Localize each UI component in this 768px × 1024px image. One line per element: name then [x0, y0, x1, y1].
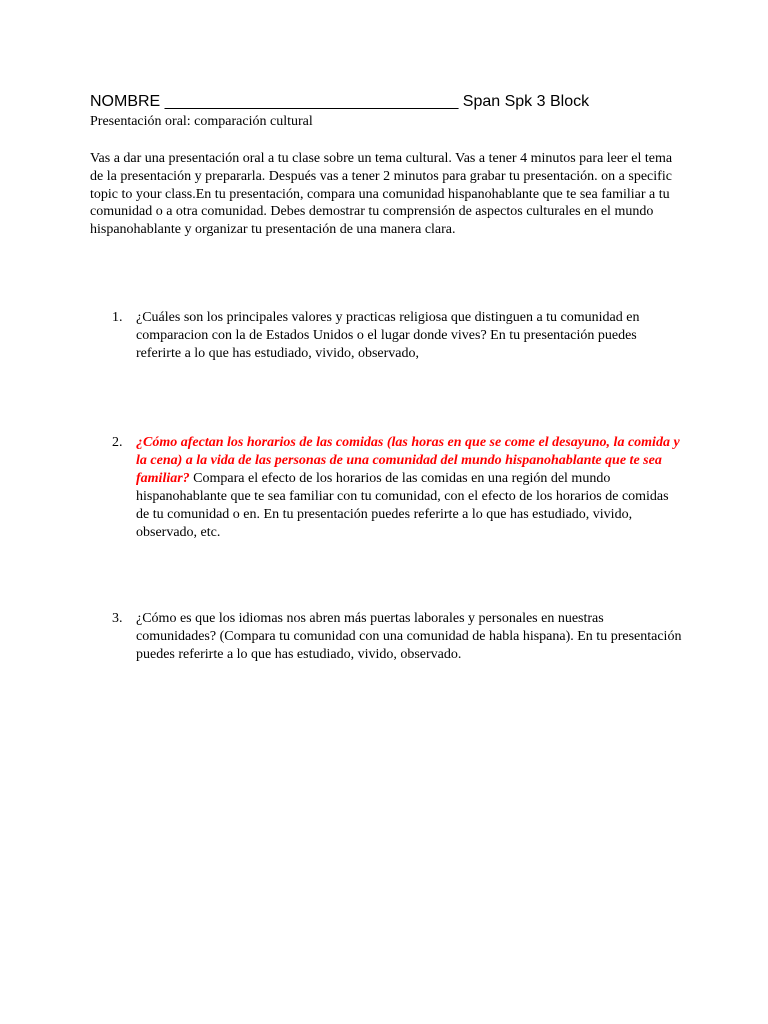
question-number: 3. [112, 611, 123, 626]
intro-paragraph: Vas a dar una presentación oral a tu clase sobre un tema cultural. Vas a tener 4 minutos para leer el tema de la presentación y prepararla. Después vas a tener 2 minutos para grabar tu presentación. on a specific topic to your class.En tu presentación, compara una comunidad hispanohablante que te sea familiar a tu comunidad o a otra comunidad. Debes demostrar tu comprensión de aspectos culturales en el mundo hispanohablante y organizar tu presentación de una manera clara. [90, 151, 673, 238]
document-subtitle: Presentación oral: comparación cultural [90, 114, 313, 129]
header-line [90, 92, 690, 112]
question-text-body: ¿Cómo es que los idiomas nos abren más puertas laborales y personales en nuestras comunidades? (Compara tu comunidad con una comunidad de habla hispana). En tu presentación puedes referirte a lo que has estudiado, vivido, observado. [136, 611, 682, 662]
name-blank: _________________________________ [164, 93, 459, 110]
question-text-body: ¿Cuáles son los principales valores y practicas religiosa que distinguen a tu comunidad en comparacion con la de Estados Unidos o el lugar donde vives? En tu presentación puedes referirte a lo que has estudiado, vivido, observado, [136, 310, 640, 361]
question-number: 2. [112, 435, 123, 450]
question-emphasis: ¿Cómo afectan los horarios de las comidas (las horas en que se come el desayuno, la comida y la cena) a la vida de las personas de una comunidad del mundo hispanohablante que te sea familiar? [136, 435, 680, 486]
question-text [136, 434, 684, 542]
question-text [136, 309, 684, 363]
nombre-label: NOMBRE [90, 93, 161, 110]
question-number: 1. [112, 310, 123, 325]
question-text-body: Compara el efecto de los horarios de las comidas en una región del mundo hispanohablante que te sea familiar con tu comunidad, con el efecto de los horarios de comidas de tu comunidad o en. En tu presentación puedes referirte a lo que has estudiado, vivido, observado, etc. [136, 471, 669, 540]
question-text [136, 610, 684, 664]
course-block: Span Spk 3 Block [462, 93, 590, 110]
